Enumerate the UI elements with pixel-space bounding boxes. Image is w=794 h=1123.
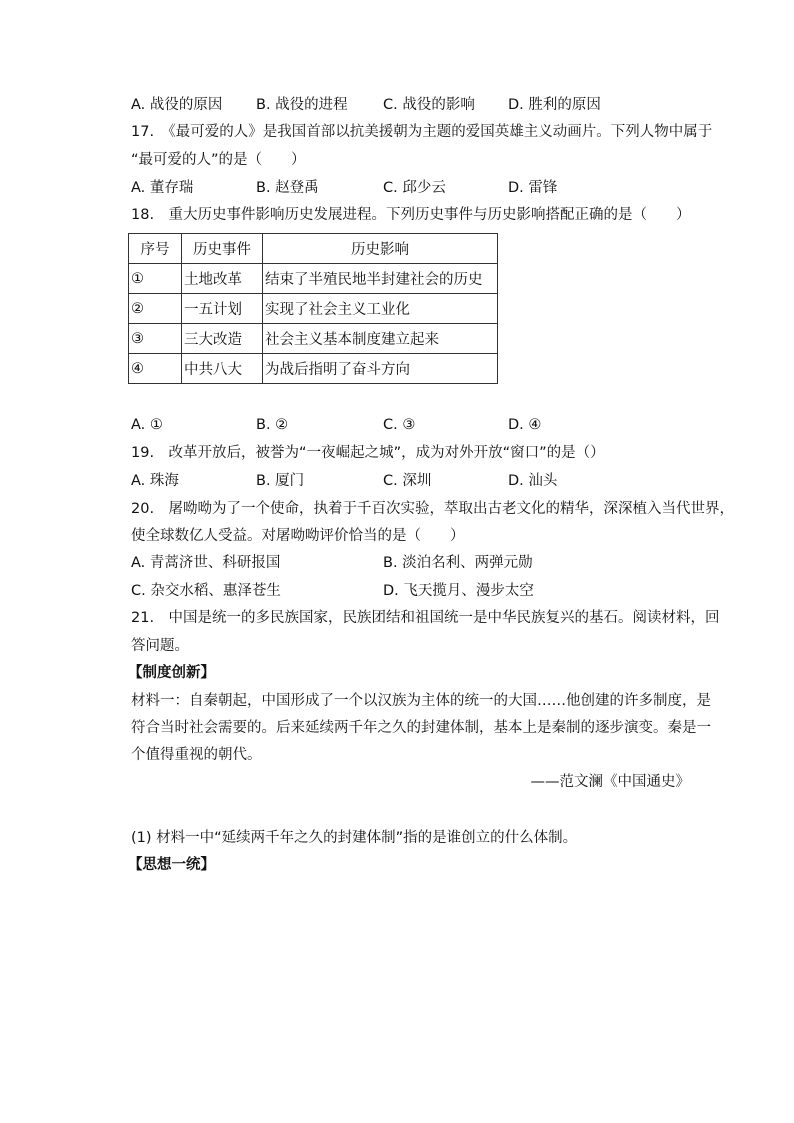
q20-option-d: D. 飞天揽月、漫步太空: [383, 583, 534, 599]
table-cell: 土地改革: [182, 264, 263, 294]
q17-option-b: B. 赵登禹: [256, 180, 319, 196]
q21-stem-line2: 答问题。: [131, 638, 189, 654]
q17-option-a: A. 董存瑞: [131, 180, 194, 196]
q20-option-b: B. 淡泊名利、两弹元勋: [383, 555, 533, 571]
q16-option-c: C. 战役的影响: [383, 97, 475, 113]
material-1-line3: 个值得重视的朝代。: [131, 747, 262, 763]
table-cell: 社会主义基本制度建立起来: [263, 324, 498, 354]
q17-stem-line2: “最可爱的人”的是（ ）: [131, 152, 306, 168]
history-events-table: [128, 233, 498, 384]
table-cell: 三大改造: [182, 324, 263, 354]
table-header-cell: 序号: [129, 234, 182, 264]
table-header-row: [129, 234, 498, 264]
q17-stem-line1: 17. 《最可爱的人》是我国首部以抗美援朝为主题的爱国英雄主义动画片。下列人物中属于: [131, 124, 713, 140]
q20-stem-line2: 使全球数亿人受益。对屠呦呦评价恰当的是（ ）: [131, 528, 465, 544]
table-cell: ②: [129, 294, 182, 324]
q20-option-c: C. 杂交水稻、惠泽苍生: [131, 583, 281, 599]
q19-option-b: B. 厦门: [256, 473, 305, 489]
table-row: [129, 264, 498, 294]
q18-option-a: A. ①: [131, 417, 163, 433]
q18-stem: 18. 重大历史事件影响历史发展进程。下列历史事件与历史影响搭配正确的是（ ）: [131, 207, 691, 223]
table-cell: ③: [129, 324, 182, 354]
table-cell: 结束了半殖民地半封建社会的历史: [263, 264, 498, 294]
table-cell: 中共八大: [182, 354, 263, 384]
table-cell: ①: [129, 264, 182, 294]
section-heading-thought: 【思想一统】: [128, 857, 215, 873]
q16-option-d: D. 胜利的原因: [508, 97, 601, 113]
q18-option-c: C. ③: [383, 417, 416, 433]
table-cell: ④: [129, 354, 182, 384]
table-row: [129, 324, 498, 354]
material-1-line2: 符合当时社会需要的。后来延续两千年之久的封建体制，基本上是秦制的逐步演变。秦是一: [131, 720, 711, 736]
q21-stem-line1: 21. 中国是统一的多民族国家，民族团结和祖国统一是中华民族复兴的基石。阅读材料，回: [131, 610, 720, 626]
q20-option-a: A. 青蒿济世、科研报国: [131, 555, 281, 571]
q17-option-d: D. 雷锋: [508, 180, 558, 196]
material-1-line1: 材料一：自秦朝起，中国形成了一个以汉族为主体的统一的大国……他创建的许多制度，是: [131, 693, 711, 709]
table-row: [129, 354, 498, 384]
sub-question-1: (1) 材料一中“延续两千年之久的封建体制”指的是谁创立的什么体制。: [131, 830, 578, 846]
q17-option-c: C. 邱少云: [383, 180, 446, 196]
q19-option-c: C. 深圳: [383, 473, 432, 489]
material-1-source: ——范文澜《中国通史》: [530, 774, 690, 790]
table-cell: 一五计划: [182, 294, 263, 324]
table-cell: 实现了社会主义工业化: [263, 294, 498, 324]
q16-option-b: B. 战役的进程: [256, 97, 348, 113]
table-header-cell: 历史事件: [182, 234, 263, 264]
q20-stem-line1: 20. 屠呦呦为了一个使命，执着于千百次实验，萃取出古老文化的精华，深深植入当代世界，: [131, 501, 735, 517]
q19-stem: 19. 改革开放后，被誉为“一夜崛起之城”，成为对外开放“窗口”的是（）: [131, 445, 605, 461]
section-heading-institution: 【制度创新】: [128, 665, 215, 681]
q19-option-a: A. 珠海: [131, 473, 179, 489]
table-row: [129, 294, 498, 324]
table-header-cell: 历史影响: [263, 234, 498, 264]
q18-option-b: B. ②: [256, 417, 289, 433]
q18-option-d: D. ④: [508, 417, 542, 433]
q16-option-a: A. 战役的原因: [131, 97, 223, 113]
q19-option-d: D. 汕头: [508, 473, 558, 489]
table-cell: 为战后指明了奋斗方向: [263, 354, 498, 384]
